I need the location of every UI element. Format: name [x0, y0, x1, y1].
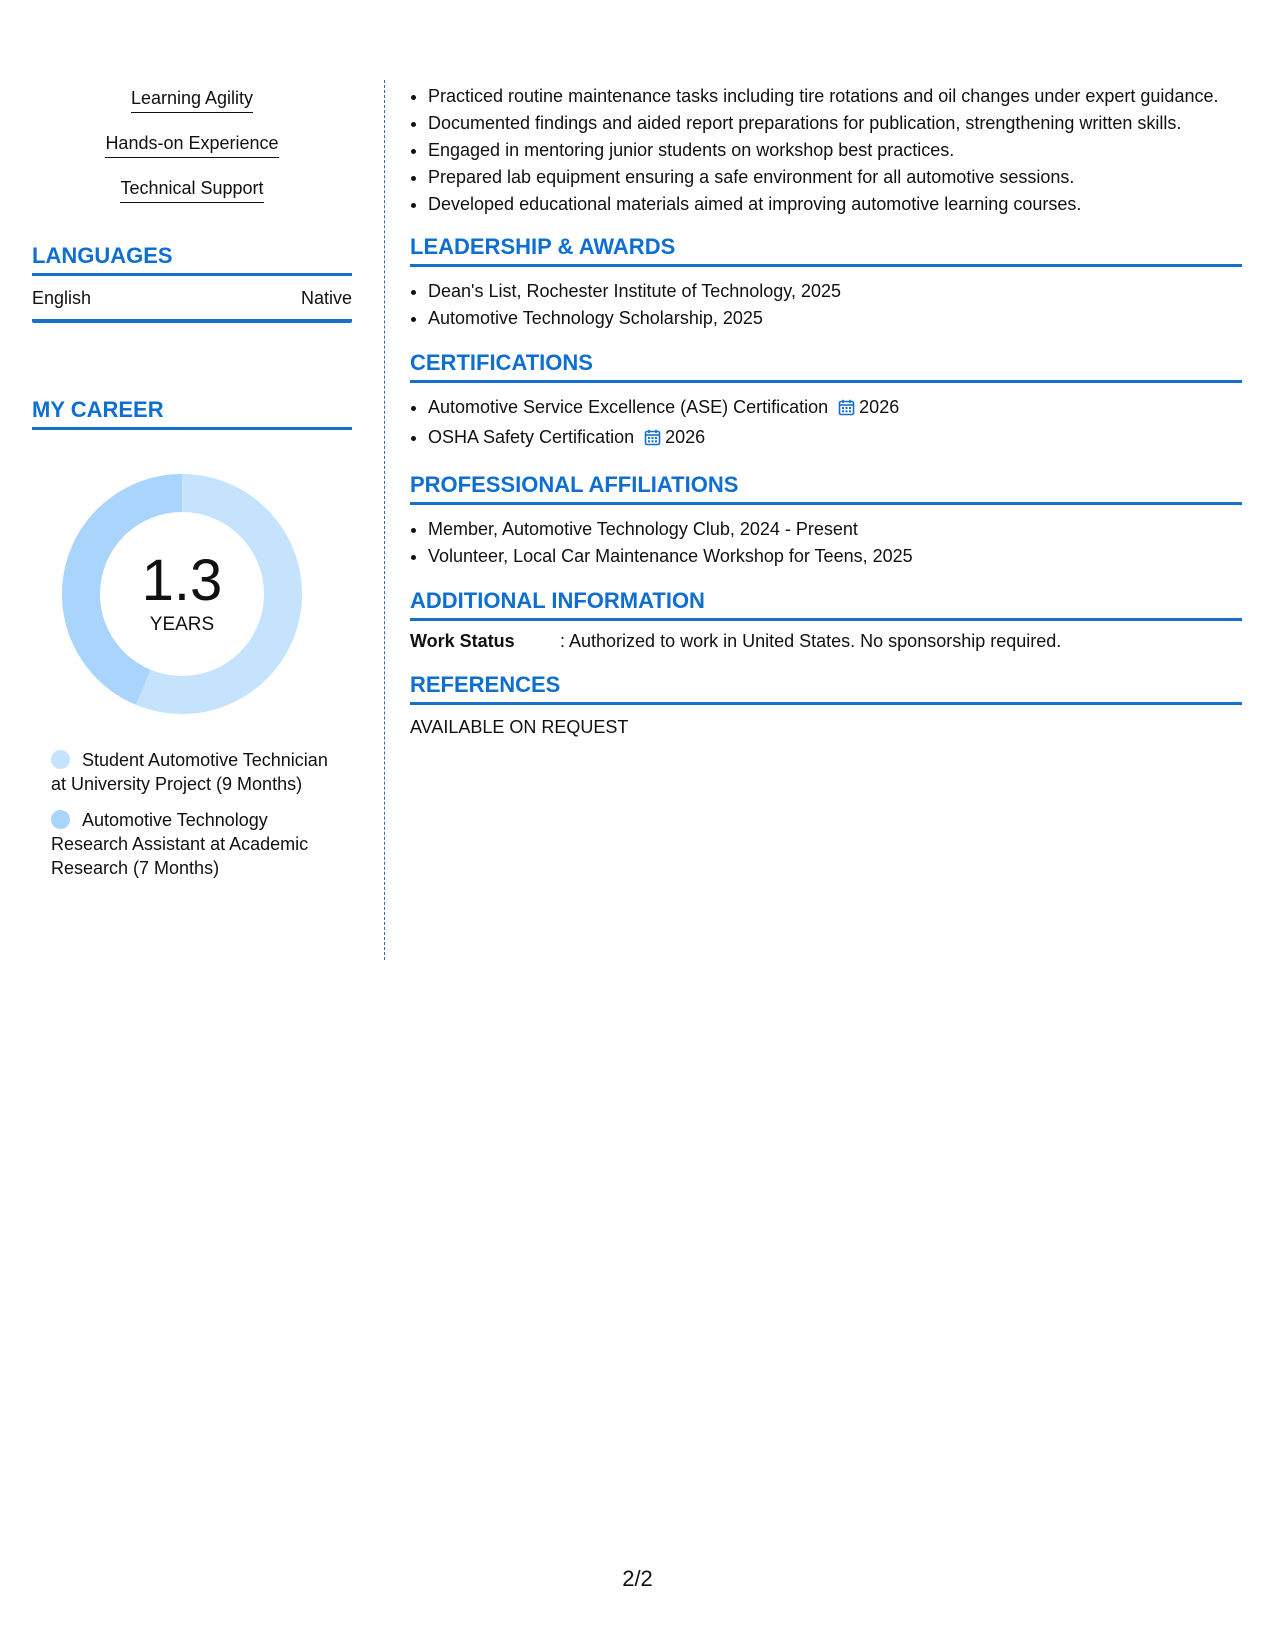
list-item [428, 425, 1242, 452]
affiliations-list [410, 517, 1242, 568]
legend-label: Student Automotive Technician at University Project (9 Months) [51, 750, 328, 794]
career-chart-center [62, 474, 302, 714]
skill-item: Technical Support [32, 170, 352, 215]
list-item: • Practiced routine maintenance tasks including tire rotations and oil changes under expert guidance. [428, 84, 1242, 108]
legend-dot-icon [51, 750, 70, 769]
affiliations-section [410, 472, 1242, 568]
list-item: • Member, Automotive Technology Club, 2024 - Present [428, 517, 1242, 541]
career-legend [51, 748, 341, 880]
work-status-label: Work Status [410, 631, 515, 651]
certification-year: 2026 [859, 397, 900, 417]
certification-year: 2026 [665, 427, 706, 447]
affiliations-title: PROFESSIONAL AFFILIATIONS [410, 472, 1242, 505]
work-status-value: : Authorized to work in United States. No sponsorship required. [560, 631, 1062, 651]
leadership-section [410, 234, 1242, 330]
list-item: • Prepared lab equipment ensuring a safe environment for all automotive sessions. [428, 165, 1242, 189]
languages-section [32, 243, 352, 323]
languages-title: LANGUAGES [32, 243, 352, 276]
certifications-list [410, 395, 1242, 452]
career-unit: YEARS [149, 614, 215, 635]
language-level: Native [300, 288, 352, 308]
work-status-row [410, 631, 1242, 652]
calendar-icon [838, 398, 855, 422]
main-content [410, 80, 1242, 738]
legend-dot-icon [51, 810, 70, 829]
leadership-list [410, 279, 1242, 330]
list-item [428, 395, 1242, 422]
skills-list [32, 80, 352, 215]
sidebar [32, 80, 352, 892]
certifications-section [410, 350, 1242, 452]
skill-item: Hands-on Experience [32, 125, 352, 170]
career-title: MY CAREER [32, 397, 352, 430]
language-row [32, 276, 352, 323]
references-title: REFERENCES [410, 672, 1242, 705]
leadership-title: LEADERSHIP & AWARDS [410, 234, 1242, 267]
list-item: • Volunteer, Local Car Maintenance Workshop for Teens, 2025 [428, 544, 1242, 568]
list-item: • Dean's List, Rochester Institute of Technology, 2025 [428, 279, 1242, 303]
language-name: English [32, 288, 92, 308]
page-number: 2/2 [622, 1566, 653, 1591]
career-section [32, 397, 352, 880]
additional-info-section [410, 588, 1242, 652]
calendar-icon [644, 428, 661, 452]
list-item: • Documented findings and aided report preparations for publication, strengthening written skills. [428, 111, 1242, 135]
list-item: • Developed educational materials aimed at improving automotive learning courses. [428, 192, 1242, 216]
additional-info-title: ADDITIONAL INFORMATION [410, 588, 1242, 621]
certification-name: OSHA Safety Certification [428, 427, 635, 447]
legend-item [51, 748, 341, 796]
certifications-title: CERTIFICATIONS [410, 350, 1242, 383]
legend-label: Automotive Technology Research Assistant at Academic Research (7 Months) [51, 810, 309, 878]
list-item: • Engaged in mentoring junior students on workshop best practices. [428, 138, 1242, 162]
list-item: • Automotive Technology Scholarship, 2025 [428, 306, 1242, 330]
experience-bullets [410, 84, 1242, 216]
career-donut-chart [62, 474, 302, 714]
career-total: 1.3 [141, 548, 223, 613]
column-divider [384, 80, 385, 960]
skill-item: Learning Agility [32, 80, 352, 125]
certification-name: Automotive Service Excellence (ASE) Certification [428, 397, 829, 417]
references-section [410, 672, 1242, 738]
references-text: AVAILABLE ON REQUEST [410, 717, 629, 737]
legend-item [51, 808, 341, 880]
